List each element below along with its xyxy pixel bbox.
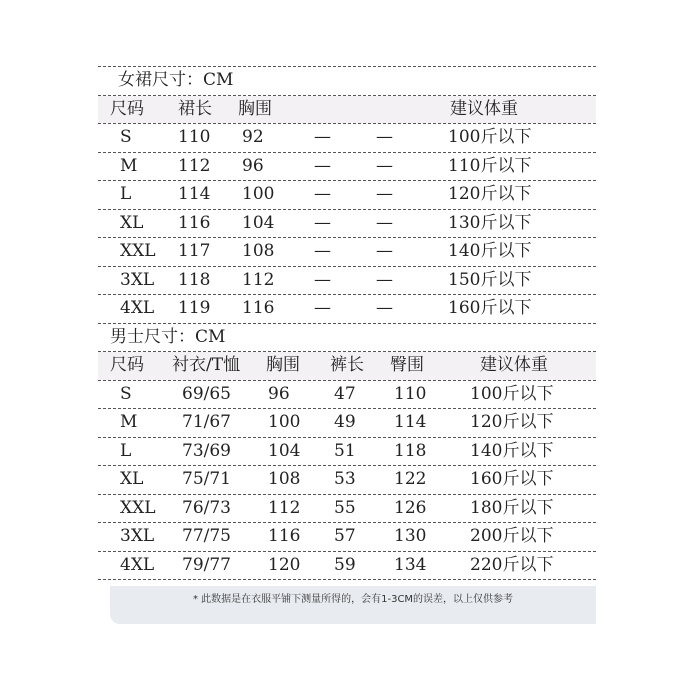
section-title-men [98,324,596,352]
cell-weight: 120斤以下 [448,184,532,204]
cell-chest: 92 [242,127,264,147]
table-row [98,552,596,580]
cell-weight: 200斤以下 [470,526,554,546]
cell-weight: 130斤以下 [448,212,532,233]
cell-blank: — [314,269,331,290]
cell-hip: 114 [394,412,427,432]
size-chart [98,66,596,580]
cell-hip: 126 [394,497,427,518]
disclaimer-note: * 此数据是在衣服平铺下测量所得的，会有1-3CM的误差，以上仅供参考 [110,586,596,624]
table-row [98,523,596,551]
cell-shirt: 69/65 [182,383,231,404]
table-row [98,409,596,437]
cell-pants: 55 [334,497,356,518]
cell-size: M [120,412,138,432]
table-row [98,466,596,494]
cell-weight: 150斤以下 [448,269,532,290]
men-title: 男士尺寸：CM [110,326,226,347]
cell-weight: 100斤以下 [470,383,554,404]
cell-weight: 100斤以下 [448,127,532,147]
header-pants: 裤长 [330,355,364,375]
cell-weight: 110斤以下 [448,155,532,176]
cell-size: XXL [120,497,156,518]
cell-size: XXL [120,241,156,261]
cell-chest: 116 [242,298,275,318]
cell-blank: — [376,184,393,204]
cell-weight: 160斤以下 [448,298,532,318]
cell-shirt: 76/73 [182,497,231,518]
cell-hip: 130 [394,526,427,546]
table-row [98,238,596,266]
cell-size: XL [120,469,144,489]
cell-size: 3XL [120,269,155,290]
cell-hip: 122 [394,469,427,489]
cell-chest: 108 [268,469,301,489]
cell-length: 114 [178,184,211,204]
section-title-women [98,67,596,95]
cell-blank: — [314,127,331,147]
cell-weight: 220斤以下 [470,554,554,575]
table-row [98,438,596,466]
cell-blank: — [376,212,393,233]
header-hip: 臀围 [390,355,424,375]
header-size: 尺码 [110,355,144,375]
cell-chest: 108 [242,241,275,261]
cell-chest: 112 [268,497,301,518]
cell-length: 117 [178,241,211,261]
cell-shirt: 73/69 [182,440,231,461]
cell-shirt: 79/77 [182,554,231,575]
cell-chest: 116 [268,526,301,546]
cell-blank: — [376,269,393,290]
cell-length: 119 [178,298,211,318]
cell-weight: 120斤以下 [470,412,554,432]
cell-length: 118 [178,269,211,290]
cell-blank: — [314,241,331,261]
women-rows [98,124,596,324]
cell-chest: 100 [268,412,301,432]
cell-chest: 96 [242,155,264,176]
cell-hip: 110 [394,383,427,404]
cell-size: M [120,155,138,176]
header-chest: 胸围 [266,355,300,375]
men-rows [98,381,596,581]
cell-chest: 100 [242,184,275,204]
cell-size: XL [120,212,144,233]
cell-size: L [120,184,132,204]
cell-size: 4XL [120,554,155,575]
cell-weight: 180斤以下 [470,497,554,518]
cell-blank: — [314,155,331,176]
header-weight: 建议体重 [480,355,548,375]
cell-blank: — [376,155,393,176]
cell-chest: 104 [242,212,275,233]
table-row [98,295,596,323]
men-header-row [98,352,596,380]
divider [98,579,596,580]
table-row [98,381,596,409]
cell-pants: 49 [334,412,356,432]
table-row [98,124,596,152]
cell-weight: 160斤以下 [470,469,554,489]
cell-hip: 118 [394,440,427,461]
cell-length: 112 [178,155,211,176]
cell-hip: 134 [394,554,427,575]
header-weight: 建议体重 [450,98,518,119]
cell-weight: 140斤以下 [448,241,532,261]
cell-blank: — [376,241,393,261]
header-chest: 胸围 [238,98,272,119]
cell-size: L [120,440,132,461]
table-row [98,181,596,209]
cell-blank: — [376,127,393,147]
cell-blank: — [314,212,331,233]
cell-length: 110 [178,127,211,147]
table-row [98,495,596,523]
cell-shirt: 75/71 [182,469,231,489]
header-length: 裙长 [178,98,212,119]
table-row [98,210,596,238]
cell-pants: 57 [334,526,356,546]
cell-chest: 112 [242,269,275,290]
header-size: 尺码 [110,98,144,119]
table-row [98,153,596,181]
cell-size: 4XL [120,298,155,318]
cell-weight: 140斤以下 [470,440,554,461]
cell-chest: 104 [268,440,301,461]
cell-shirt: 77/75 [182,526,231,546]
cell-length: 116 [178,212,211,233]
cell-blank: — [376,298,393,318]
cell-shirt: 71/67 [182,412,231,432]
women-title: 女裙尺寸：CM [118,70,234,90]
header-shirt: 衬衣/T恤 [172,355,241,375]
table-row [98,267,596,295]
cell-size: 3XL [120,526,155,546]
cell-pants: 47 [334,383,356,404]
women-header-row [98,96,596,124]
cell-size: S [120,383,132,404]
cell-chest: 96 [268,383,290,404]
cell-blank: — [314,184,331,204]
cell-pants: 51 [334,440,356,461]
cell-pants: 53 [334,469,356,489]
cell-size: S [120,127,132,147]
cell-chest: 120 [268,554,301,575]
cell-blank: — [314,298,331,318]
cell-pants: 59 [334,554,356,575]
